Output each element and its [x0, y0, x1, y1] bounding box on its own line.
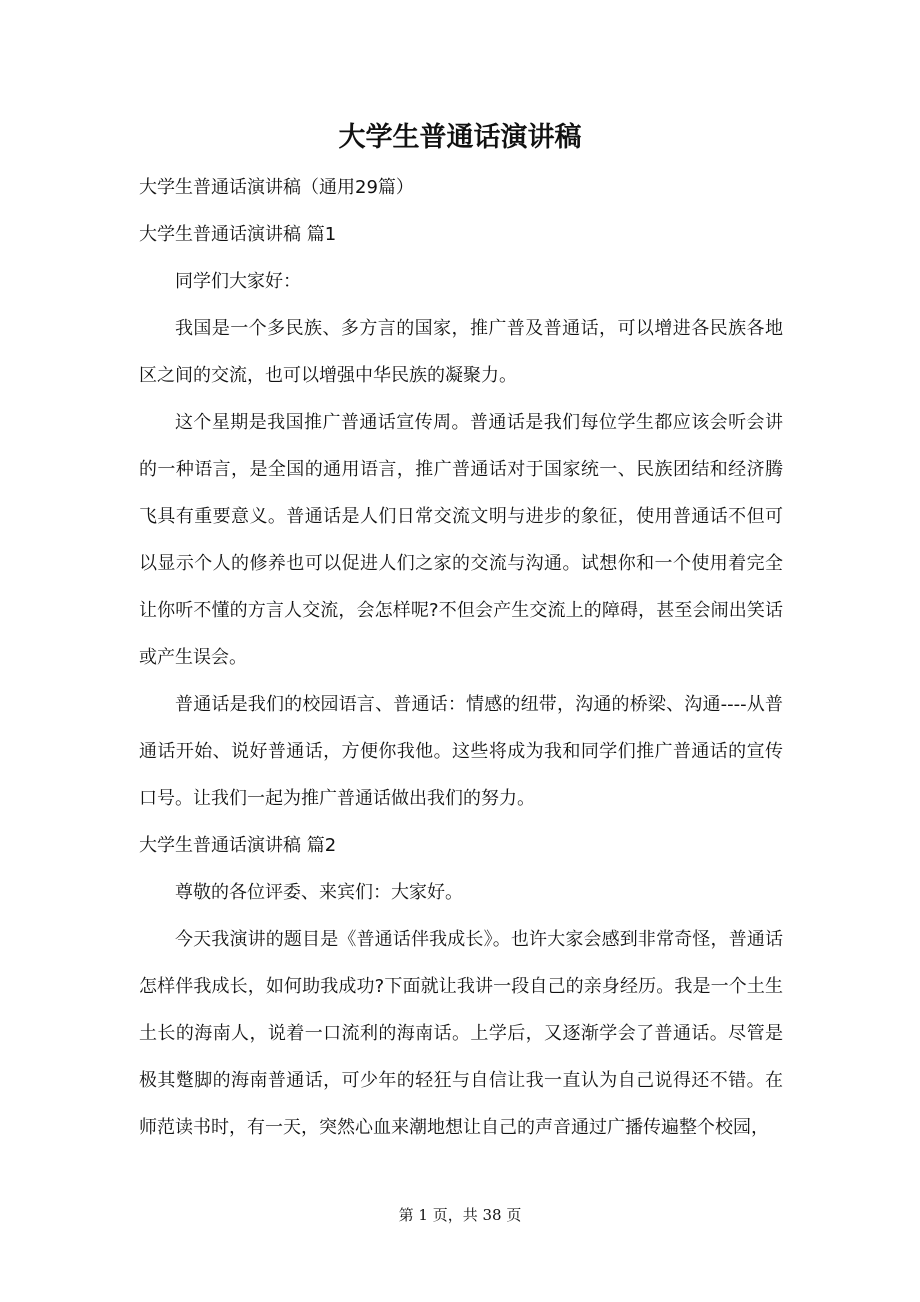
paragraph: 这个星期是我国推广普通话宣传周。普通话是我们每位学生都应该会听会讲的一种语言，是全国的通用语言，推广普通话对于国家统一、民族团结和经济腾飞具有重要意义。普通话是人们日常交流文明与进步的象征，使用普通话不但可以显示个人的修养也可以促进人们之家的交流与沟通。试想你和一个使用着完全让你听不懂的方言人交流，会怎样呢?不但会产生交流上的障碍，甚至会闹出笑话或产生误会。 — [139, 412, 783, 668]
paragraph: 今天我演讲的题目是《普通话伴我成长》。也许大家会感到非常奇怪，普通话怎样伴我成长，如何助我成功?下面就让我讲一段自己的亲身经历。我是一个土生土长的海南人，说着一口流利的海南话。上学后，又逐渐学会了普通话。尽管是极其蹩脚的海南普通话，可少年的轻狂与自信让我一直认为自己说得还不错。在师范读书时，有一天，突然心血来潮地想让自己的声音通过广播传遍整个校园， — [139, 929, 783, 1138]
section-heading-2: 大学生普通话演讲稿 篇2 — [139, 835, 337, 856]
page-number-footer: 第 1 页，共 38 页 — [398, 1206, 522, 1224]
document-body — [139, 164, 783, 1151]
paragraph: 我国是一个多民族、多方言的国家，推广普及普通话，可以增进各民族各地区之间的交流，也可以增强中华民族的凝聚力。 — [139, 318, 783, 386]
paragraph: 尊敬的各位评委、来宾们：大家好。 — [175, 882, 463, 903]
section-heading-1: 大学生普通话演讲稿 篇1 — [139, 224, 337, 245]
paragraph: 普通话是我们的校园语言、普通话：情感的纽带，沟通的桥梁、沟通----从普通话开始、说好普通话，方便你我他。这些将成为我和同学们推广普通话的宣传口号。让我们一起为推广普通话做出我们的努力。 — [139, 694, 783, 809]
document-subtitle: 大学生普通话演讲稿（通用29篇） — [139, 177, 414, 198]
paragraph: 同学们大家好： — [175, 271, 301, 292]
document-title: 大学生普通话演讲稿 — [338, 122, 582, 153]
